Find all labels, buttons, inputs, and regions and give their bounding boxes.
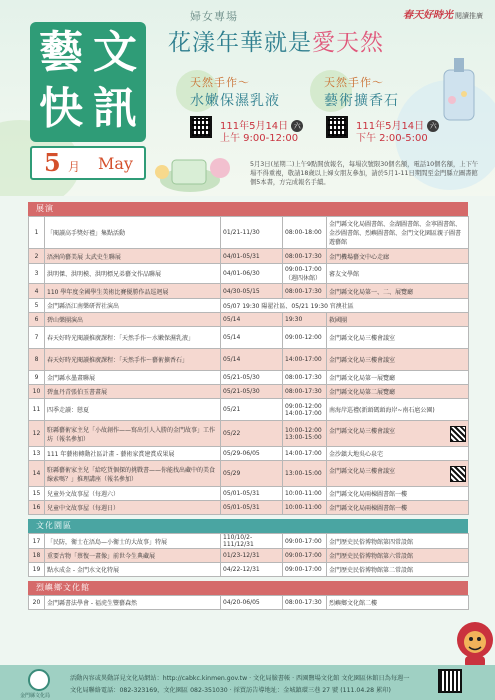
event-name: 111 年藝術轉動社區計畫 - 藝術家賞建賞成果展	[45, 447, 221, 461]
section-header-culture-park: 文化園區	[28, 519, 468, 533]
events-table	[28, 533, 469, 577]
month-suffix: 月	[68, 160, 81, 174]
table-row	[29, 549, 469, 563]
event-name: 駐縣藝術家主兒「給吃貨個探的挑戰書——你能找出藏中的美食線索嗎？」推理講座（報名參加）	[45, 461, 221, 487]
event-date: 110/10/2-111/12/31	[221, 534, 283, 549]
title-char: 文	[93, 27, 137, 78]
event-schedule: 05/07 19:30 陽翟社區、05/21 19:30 官澳社區	[221, 299, 469, 313]
event-date: 04/01-06/30	[221, 264, 283, 284]
table-row	[29, 249, 469, 264]
logo-label: 金門縣文化局	[20, 693, 51, 699]
event2-line2: 藝術擴香石	[324, 93, 399, 109]
table-row	[29, 399, 469, 421]
brand-sub: 閱讀推廣	[455, 12, 483, 20]
event-location: 南海岸巡禮(新頭碼頭海岸~南石扈公園)	[327, 399, 469, 421]
row-number: 9	[29, 371, 45, 385]
table-row	[29, 421, 469, 447]
month-english: May	[98, 154, 133, 173]
month-number: 5	[44, 148, 61, 177]
row-number: 7	[29, 327, 45, 349]
footer	[0, 665, 495, 700]
table-row	[29, 461, 469, 487]
section-header-performances: 展演	[28, 202, 468, 216]
event-name: 金門縣浯江南樂研習社演出	[45, 299, 221, 313]
feature-title	[168, 24, 384, 57]
qr-code-icon[interactable]	[450, 426, 466, 442]
row-number: 8	[29, 349, 45, 371]
event-time: 08:00-17:30	[283, 249, 327, 264]
event-time: 09:00-12:00 14:00-17:00	[283, 399, 327, 421]
lion-mascot-illustration	[455, 620, 495, 670]
event-location	[327, 421, 469, 447]
event-location: 金門縣文化局兩棟圖書館一樓	[327, 487, 469, 501]
feature-title-part: 花漾年華就是	[168, 30, 312, 56]
table-row	[29, 447, 469, 461]
weekday-badge: 六	[427, 120, 439, 132]
row-number: 13	[29, 447, 45, 461]
event-name: 重要古物「蔡復一畫像」前世今生典藏展	[45, 549, 221, 563]
header-banner	[0, 0, 495, 196]
event-location: 金門縣文化局兩棟圖書館一樓	[327, 501, 469, 515]
qr-code-icon[interactable]	[326, 116, 348, 138]
event-time: 08:00-17:30	[283, 385, 327, 399]
event1-date-text: 111年5月14日	[220, 121, 289, 132]
row-number: 4	[29, 284, 45, 299]
event-location: 金門縣文化局圖書館、金湖圖書館、金寧圖書館、金沙圖書館、烈嶼圖書館、金門文化園區親子圖書遊藝館	[327, 217, 469, 249]
table-row	[29, 299, 469, 313]
event1-line1: 天然手作～	[190, 76, 250, 89]
newsletter-title-block	[30, 22, 146, 142]
table-row	[29, 327, 469, 349]
event-location: 救國團	[327, 313, 469, 327]
event-location: 金門縣文化局第一、二、展覽廳	[327, 284, 469, 299]
event-time: 08:00-17:30	[283, 284, 327, 299]
table-row	[29, 385, 469, 399]
row-number: 16	[29, 501, 45, 515]
event-location: 金門歷史民俗博物館第四常設館	[327, 534, 469, 549]
event-location: 烈嶼鄉文化館二樓	[327, 596, 469, 610]
row-number: 5	[29, 299, 45, 313]
registration-notice: 5月3日(星期二)上午9點開放報名，每場次號限30個名額，電話10個名額，上下午場不得重複，敬請18歲以上婦女朋友參加，請於5月1-11日期間至金門縣立圖書館個5本書，方完成報名手續。	[250, 161, 479, 186]
event-name: 洪明傑、洪明模、洪明標兄弟藝文作品聯展	[45, 264, 221, 284]
event-time: 13:00-15:00	[283, 461, 327, 487]
event-location	[327, 461, 469, 487]
event-date: 05/29	[221, 461, 283, 487]
row-number: 19	[29, 563, 45, 577]
event-date: 05/22	[221, 421, 283, 447]
brand-name: 春天好時光	[403, 10, 453, 21]
table-row	[29, 217, 469, 249]
title-char: 快	[39, 83, 83, 134]
event-time: 09:00-17:00	[283, 534, 327, 549]
event-name: 春天好時光閱讀推廣課程：「天然手作～藝術擴香石」	[45, 349, 221, 371]
event-time: 14:00-17:00	[283, 447, 327, 461]
event2-date-text: 111年5月14日	[356, 121, 425, 132]
event-name: 兒童外文故事屋（每週六）	[45, 487, 221, 501]
row-number: 3	[29, 264, 45, 284]
event1-line2: 水嫩保濕乳液	[190, 93, 280, 109]
event-location: 金門縣文化局第二展覽廳	[327, 385, 469, 399]
row-number: 10	[29, 385, 45, 399]
row-number: 14	[29, 461, 45, 487]
event-name: 金門縣書法學會 - 福虎生豐藝森然	[45, 596, 221, 610]
event-time: 09:00-12:00	[283, 327, 327, 349]
event2-time: 下午 2:00-5:00	[356, 133, 428, 144]
event-location: 金門歷史民俗博物館第六常設館	[327, 549, 469, 563]
table-row	[29, 371, 469, 385]
events-table-container	[28, 202, 468, 610]
event-name: 春天好時光閱讀推廣課程：「天然手作～水嫩保濕乳液」	[45, 327, 221, 349]
month-label	[30, 146, 146, 180]
qr-code-icon[interactable]	[438, 669, 462, 693]
event-time: 10:00-11:00	[283, 487, 327, 501]
event-time: 08:00-17:30	[283, 371, 327, 385]
qr-code-icon[interactable]	[190, 116, 212, 138]
decorative-bottle-illustration	[430, 40, 490, 140]
brand-logo	[403, 6, 483, 21]
event-location: 金門縣文化局三樓會議室	[327, 349, 469, 371]
event-location: 金沙鎮大地吳心泉宅	[327, 447, 469, 461]
decorative-jars-illustration	[150, 140, 240, 196]
event-date: 05/21-05/30	[221, 371, 283, 385]
weekday-badge: 六	[291, 120, 303, 132]
event-location-text: 金門縣文化局三樓會議室	[329, 427, 396, 435]
table-row	[29, 563, 469, 577]
feature-subtitle: 婦女專場	[190, 10, 238, 23]
event-name: 駐縣藝術家主兒「小故創作——寫出引人入勝的金門故事」工作坊（報名參加）	[45, 421, 221, 447]
event-date: 05/21	[221, 399, 283, 421]
event-date: 05/01-05/31	[221, 501, 283, 515]
row-number: 15	[29, 487, 45, 501]
table-row	[29, 313, 469, 327]
table-row	[29, 284, 469, 299]
footer-info-line: 活動內容或異動詳見文化局網站：http://cabkc.kinmen.gov.tw · 文化局臉書帳 · 西園鹽場文化館 文化園區休館日為每週一	[70, 675, 410, 682]
event-name: 碧山樂團演出	[45, 313, 221, 327]
event-date: 01/23-12/31	[221, 549, 283, 563]
events-table	[28, 595, 469, 610]
event-date: 05/01-05/31	[221, 487, 283, 501]
culture-bureau-logo	[28, 669, 50, 691]
row-number: 6	[29, 313, 45, 327]
event-date: 04/30-05/15	[221, 284, 283, 299]
event-date: 04/20-06/05	[221, 596, 283, 610]
event-time: 10:00-11:00	[283, 501, 327, 515]
title-char: 藝	[39, 27, 83, 78]
qr-code-icon[interactable]	[450, 466, 466, 482]
event-name: 「閱讀高手獎好禮」集點活動	[45, 217, 221, 249]
event-location: 審友文學館	[327, 264, 469, 284]
event-date: 05/14	[221, 349, 283, 371]
event-name: 110 學年度全國學生美術比賽優勝作品巡迴展	[45, 284, 221, 299]
table-row	[29, 596, 469, 610]
event-name: 浯洲尚藝美展 太武史生聯展	[45, 249, 221, 264]
event-time: 10:00-12:00 13:00-15:00	[283, 421, 327, 447]
table-row	[29, 501, 469, 515]
row-number: 11	[29, 399, 45, 421]
event-time: 14:00-17:00	[283, 349, 327, 371]
event-date: 04/01-05/31	[221, 249, 283, 264]
event-location: 金門縣文化局第一展覽廳	[327, 371, 469, 385]
event-time: 08:00-17:30	[283, 596, 327, 610]
events-table	[28, 216, 469, 515]
table-row	[29, 264, 469, 284]
section-header-lieyu-culture-hall: 烈嶼鄉文化館	[28, 581, 468, 595]
event-location-text: 金門縣文化局三樓會議室	[329, 467, 396, 475]
event-location: 金門縣文化局三樓會議室	[327, 327, 469, 349]
table-row	[29, 349, 469, 371]
event-date: 05/29-06/05	[221, 447, 283, 461]
event-name: 點水成金 - 金門水文化特展	[45, 563, 221, 577]
event-date: 04/22-12/31	[221, 563, 283, 577]
event-date: 05/14	[221, 313, 283, 327]
table-row	[29, 487, 469, 501]
event-name: 兒童中文故事屋（每週日）	[45, 501, 221, 515]
event-name: 「民防，衛士在浯島—小衛士的大故事」特展	[45, 534, 221, 549]
row-number: 2	[29, 249, 45, 264]
event1-time: 上午 9:00-12:00	[220, 133, 299, 144]
event-time: 09:00-17:00（週四休館）	[283, 264, 327, 284]
title-char: 訊	[93, 83, 137, 134]
event-date: 01/21-11/30	[221, 217, 283, 249]
row-number: 17	[29, 534, 45, 549]
event-time: 08:00-18:00	[283, 217, 327, 249]
event-time: 09:00-17:00	[283, 549, 327, 563]
row-number: 18	[29, 549, 45, 563]
row-number: 1	[29, 217, 45, 249]
table-row	[29, 534, 469, 549]
footer-contact-line: 文化局聯絡電話：082-323169，文化園區 082-351030 · 採買訪告導地址：金城鎮環三巷 27 號 (111.04.28 累印)	[70, 687, 391, 694]
event-location: 金門機場藝文中心走廊	[327, 249, 469, 264]
event-name: 碧血丹青張伯玉書畫展	[45, 385, 221, 399]
event-time: 19:30	[283, 313, 327, 327]
event-name: 四季走讀：戀夏	[45, 399, 221, 421]
feature-title-highlight: 愛天然	[312, 30, 384, 56]
event-time: 09:00-17:00	[283, 563, 327, 577]
row-number: 12	[29, 421, 45, 447]
event2-line1: 天然手作～	[324, 76, 384, 89]
event-date: 05/14	[221, 327, 283, 349]
event-date: 05/21-05/30	[221, 385, 283, 399]
event-location: 金門歷史民俗博物館第二常設館	[327, 563, 469, 577]
row-number: 20	[29, 596, 45, 610]
event-name: 金門縣水墨畫聯展	[45, 371, 221, 385]
